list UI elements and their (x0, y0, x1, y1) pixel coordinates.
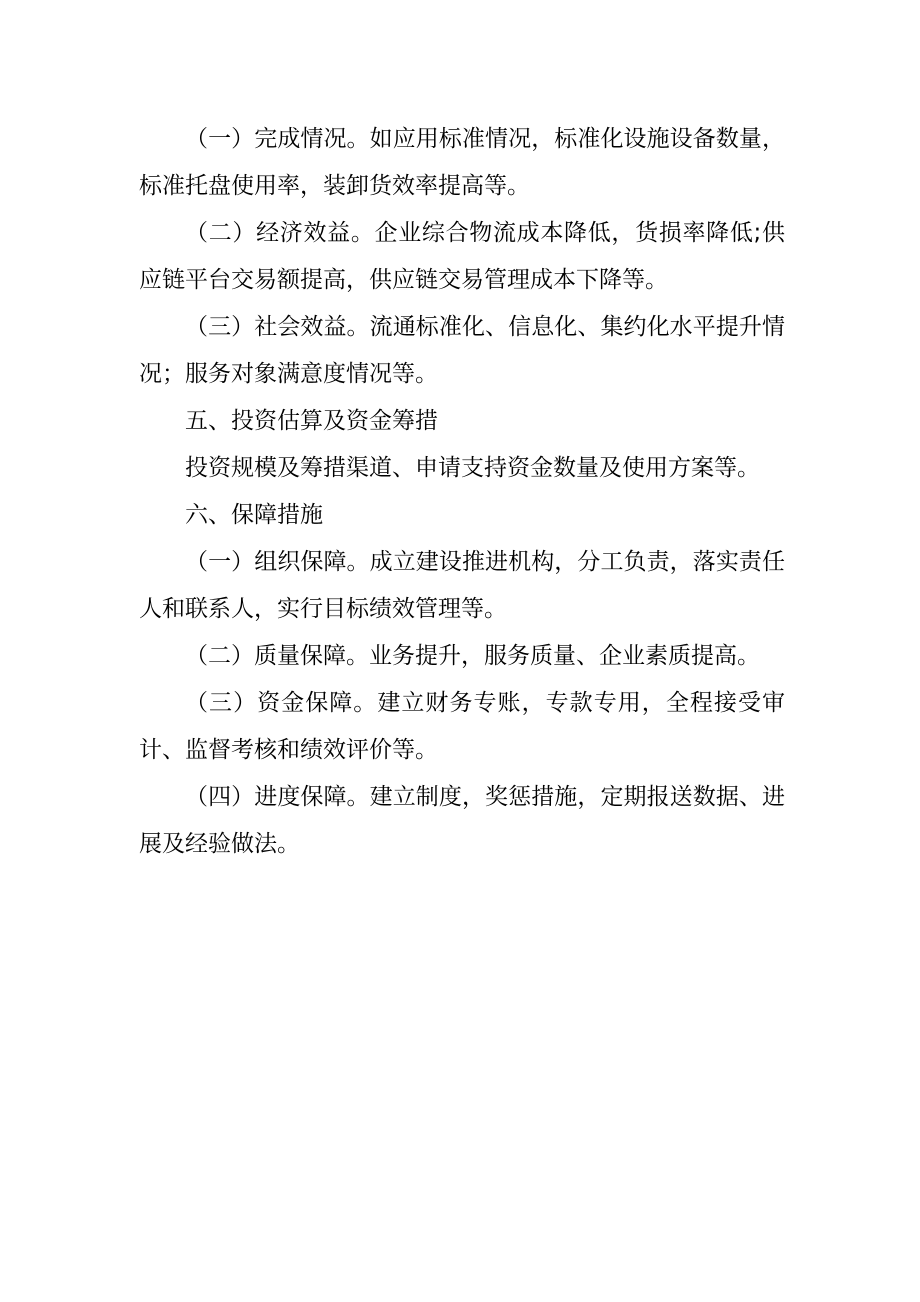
paragraph-quality-guarantee: （二）质量保障。业务提升，服务质量、企业素质提高。 (185, 643, 760, 669)
section-six-heading: 六、保障措施 (185, 502, 323, 528)
section-five-heading: 五、投资估算及资金筹措 (185, 408, 438, 434)
section-five-body: 投资规模及筹措渠道、申请支持资金数量及使用方案等。 (185, 455, 760, 481)
paragraph-schedule-guarantee: （四）进度保障。建立制度，奖惩措施，定期报送数据、进展及经验做法。 (139, 784, 785, 857)
paragraph-completion-status: （一）完成情况。如应用标准情况，标准化设施设备数量，标准托盘使用率，装卸货效率提高等。 (139, 126, 785, 199)
paragraph-social-benefit: （三）社会效益。流通标准化、信息化、集约化水平提升情况；服务对象满意度情况等。 (139, 314, 785, 387)
paragraph-funding-guarantee: （三）资金保障。建立财务专账，专款专用，全程接受审计、监督考核和绩效评价等。 (139, 690, 785, 763)
paragraph-organization-guarantee: （一）组织保障。成立建设推进机构，分工负责，落实责任人和联系人，实行目标绩效管理等。 (139, 549, 785, 622)
paragraph-economic-benefit: （二）经济效益。企业综合物流成本降低，货损率降低;供应链平台交易额提高，供应链交易管理成本下降等。 (139, 220, 785, 293)
document-page (139, 116, 785, 868)
